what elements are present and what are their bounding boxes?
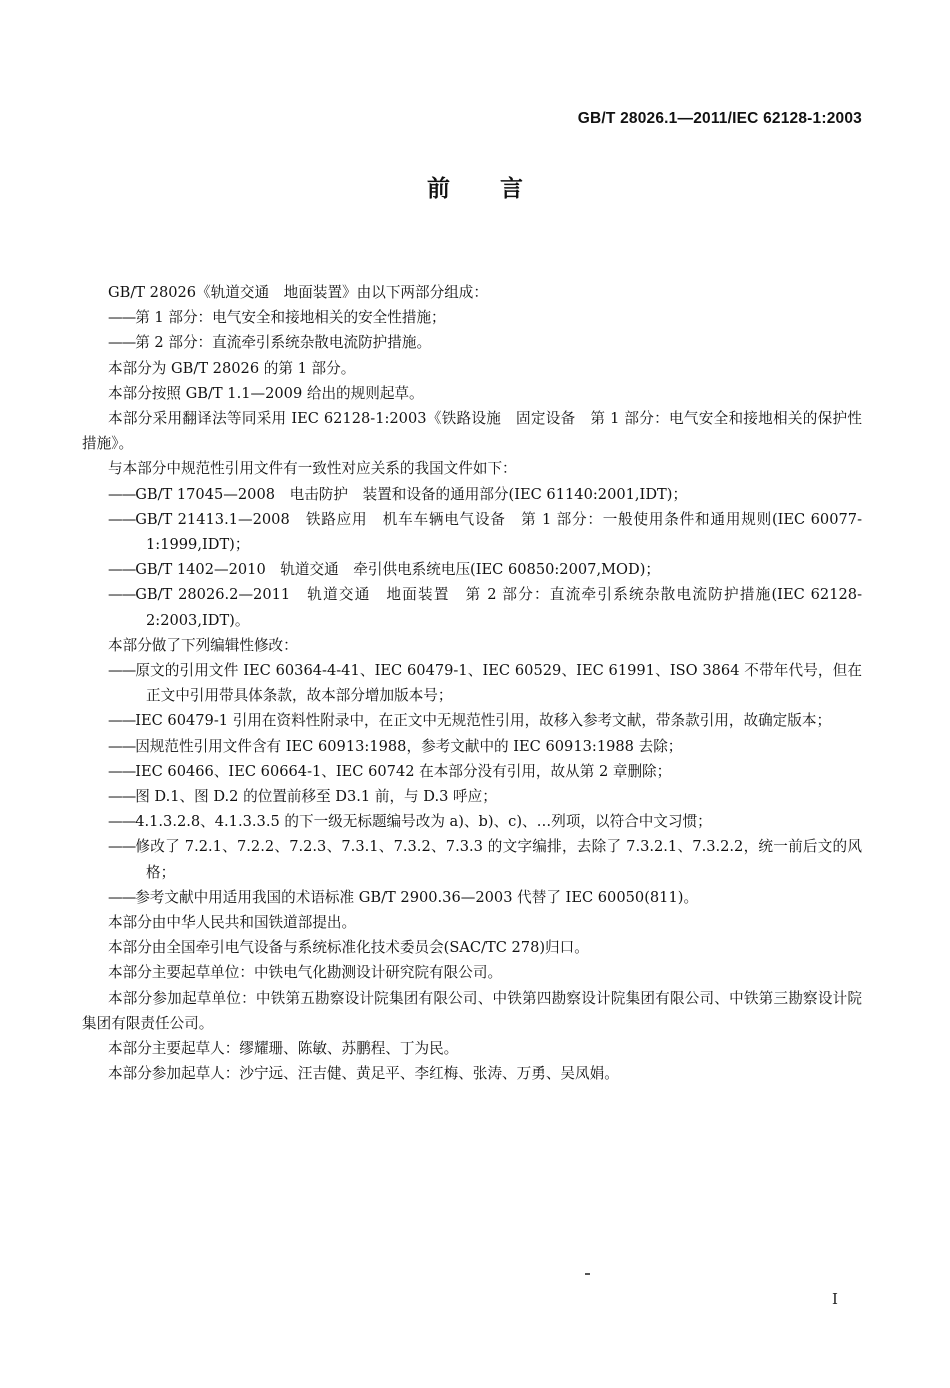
list-item-text: 图 D.1、图 D.2 的位置前移至 D3.1 前，与 D.3 呼应； xyxy=(135,788,497,806)
paragraph: 本部分主要起草单位：中铁电气化勘测设计研究院有限公司。 xyxy=(108,964,503,982)
em-dash-bullet: —— xyxy=(108,510,136,528)
list-item-text: GB/T 1402—2010 轨道交通 牵引供电系统电压(IEC 60850:2007,MOD)； xyxy=(135,561,660,579)
paragraph: 本部分由中华人民共和国铁道部提出。 xyxy=(108,914,357,932)
list-item-text: GB/T 21413.1—2008 铁路应用 机车车辆电气设备 第 1 部分：一般使用条件和通用规则(IEC 60077-1:1999,IDT)； xyxy=(135,510,862,554)
list-item xyxy=(82,305,862,330)
em-dash-bullet: —— xyxy=(108,788,136,806)
scan-speck xyxy=(585,1273,590,1275)
paragraph: 本部分参加起草单位：中铁第五勘察设计院集团有限公司、中铁第四勘察设计院集团有限公司、中铁第三勘察设计院集团有限责任公司。 xyxy=(82,989,862,1032)
foreword-body xyxy=(82,280,862,1087)
em-dash-bullet: —— xyxy=(108,737,136,755)
list-item xyxy=(82,734,862,759)
list-item-text: IEC 60466、IEC 60664-1、IEC 60742 在本部分没有引用，故从第 2 章删除； xyxy=(135,762,672,780)
list-item xyxy=(82,885,862,910)
em-dash-bullet: —— xyxy=(108,838,136,856)
paragraph: 本部分采用翻译法等同采用 IEC 62128-1:2003《铁路设施 固定设备 第 1 部分：电气安全和接地相关的保护性措施》。 xyxy=(82,410,862,453)
em-dash-bullet: —— xyxy=(108,309,136,327)
list-item xyxy=(82,482,862,507)
em-dash-bullet: —— xyxy=(108,586,136,604)
paragraph: 本部分为 GB/T 28026 的第 1 部分。 xyxy=(108,359,356,377)
list-item-text: 第 2 部分：直流牵引系统杂散电流防护措施。 xyxy=(135,334,432,352)
page-number: I xyxy=(832,1290,838,1308)
paragraph: 与本部分中规范性引用文件有一致性对应关系的我国文件如下： xyxy=(108,460,517,478)
list-item xyxy=(82,759,862,784)
em-dash-bullet: —— xyxy=(108,712,136,730)
standard-number-header: GB/T 28026.1—2011/IEC 62128-1:2003 xyxy=(577,110,862,127)
list-item-text: GB/T 28026.2—2011 轨道交通 地面装置 第 2 部分：直流牵引系统杂散电流防护措施(IEC 62128-2:2003,IDT)。 xyxy=(135,586,862,629)
em-dash-bullet: —— xyxy=(108,813,136,831)
paragraph: 本部分做了下列编辑性修改： xyxy=(108,636,298,654)
paragraph: 本部分由全国牵引电气设备与系统标准化技术委员会(SAC/TC 278)归口。 xyxy=(108,939,589,957)
list-item-text: 第 1 部分：电气安全和接地相关的安全性措施； xyxy=(135,309,446,327)
paragraph: 本部分参加起草人：沙宁远、汪吉健、黄足平、李红梅、张涛、万勇、吴凤娟。 xyxy=(108,1065,619,1083)
paragraph: 本部分主要起草人：缪耀珊、陈敏、苏鹏程、丁为民。 xyxy=(108,1040,459,1058)
list-item-text: 因规范性引用文件含有 IEC 60913:1988，参考文献中的 IEC 60913:1988 去除； xyxy=(135,737,683,755)
list-item-text: 参考文献中用适用我国的术语标准 GB/T 2900.36—2003 代替了 IEC 60050(811)。 xyxy=(135,888,699,906)
list-item xyxy=(82,784,862,809)
list-item-text: 4.1.3.2.8、4.1.3.3.5 的下一级无标题编号改为 a)、b)、c)、…列项，以符合中文习惯； xyxy=(135,813,712,831)
paragraph: GB/T 28026《轨道交通 地面装置》由以下两部分组成： xyxy=(108,284,488,301)
list-item-text: IEC 60479-1 引用在资料性附录中，在正文中无规范性引用，故移入参考文献，带条款引用，故确定版本； xyxy=(135,712,832,730)
list-item xyxy=(82,834,862,884)
list-item-text: 原文的引用文件 IEC 60364-4-41、IEC 60479-1、IEC 60529、IEC 61991、ISO 3864 不带年代号，但在正文中引用带具体条款，故本部分增加版本号； xyxy=(135,662,862,705)
list-item-text: GB/T 17045—2008 电击防护 装置和设备的通用部分(IEC 61140:2001,IDT)； xyxy=(135,485,688,503)
em-dash-bullet: —— xyxy=(108,561,136,579)
list-item xyxy=(82,708,862,733)
list-item xyxy=(82,658,862,708)
list-item-text: 修改了 7.2.1、7.2.2、7.2.3、7.3.1、7.3.2、7.3.3 的文字编排，去除了 7.3.2.1、7.3.2.2，统一前后文的风格； xyxy=(135,838,862,881)
list-item xyxy=(82,330,862,355)
list-item xyxy=(82,582,862,632)
em-dash-bullet: —— xyxy=(108,662,136,680)
page-title: 前言 xyxy=(427,176,573,202)
em-dash-bullet: —— xyxy=(108,762,136,780)
list-item xyxy=(82,557,862,582)
paragraph: 本部分按照 GB/T 1.1—2009 给出的规则起草。 xyxy=(108,384,424,402)
list-item xyxy=(82,507,862,557)
em-dash-bullet: —— xyxy=(108,334,136,352)
em-dash-bullet: —— xyxy=(108,485,136,503)
list-item xyxy=(82,809,862,834)
em-dash-bullet: —— xyxy=(108,888,136,906)
